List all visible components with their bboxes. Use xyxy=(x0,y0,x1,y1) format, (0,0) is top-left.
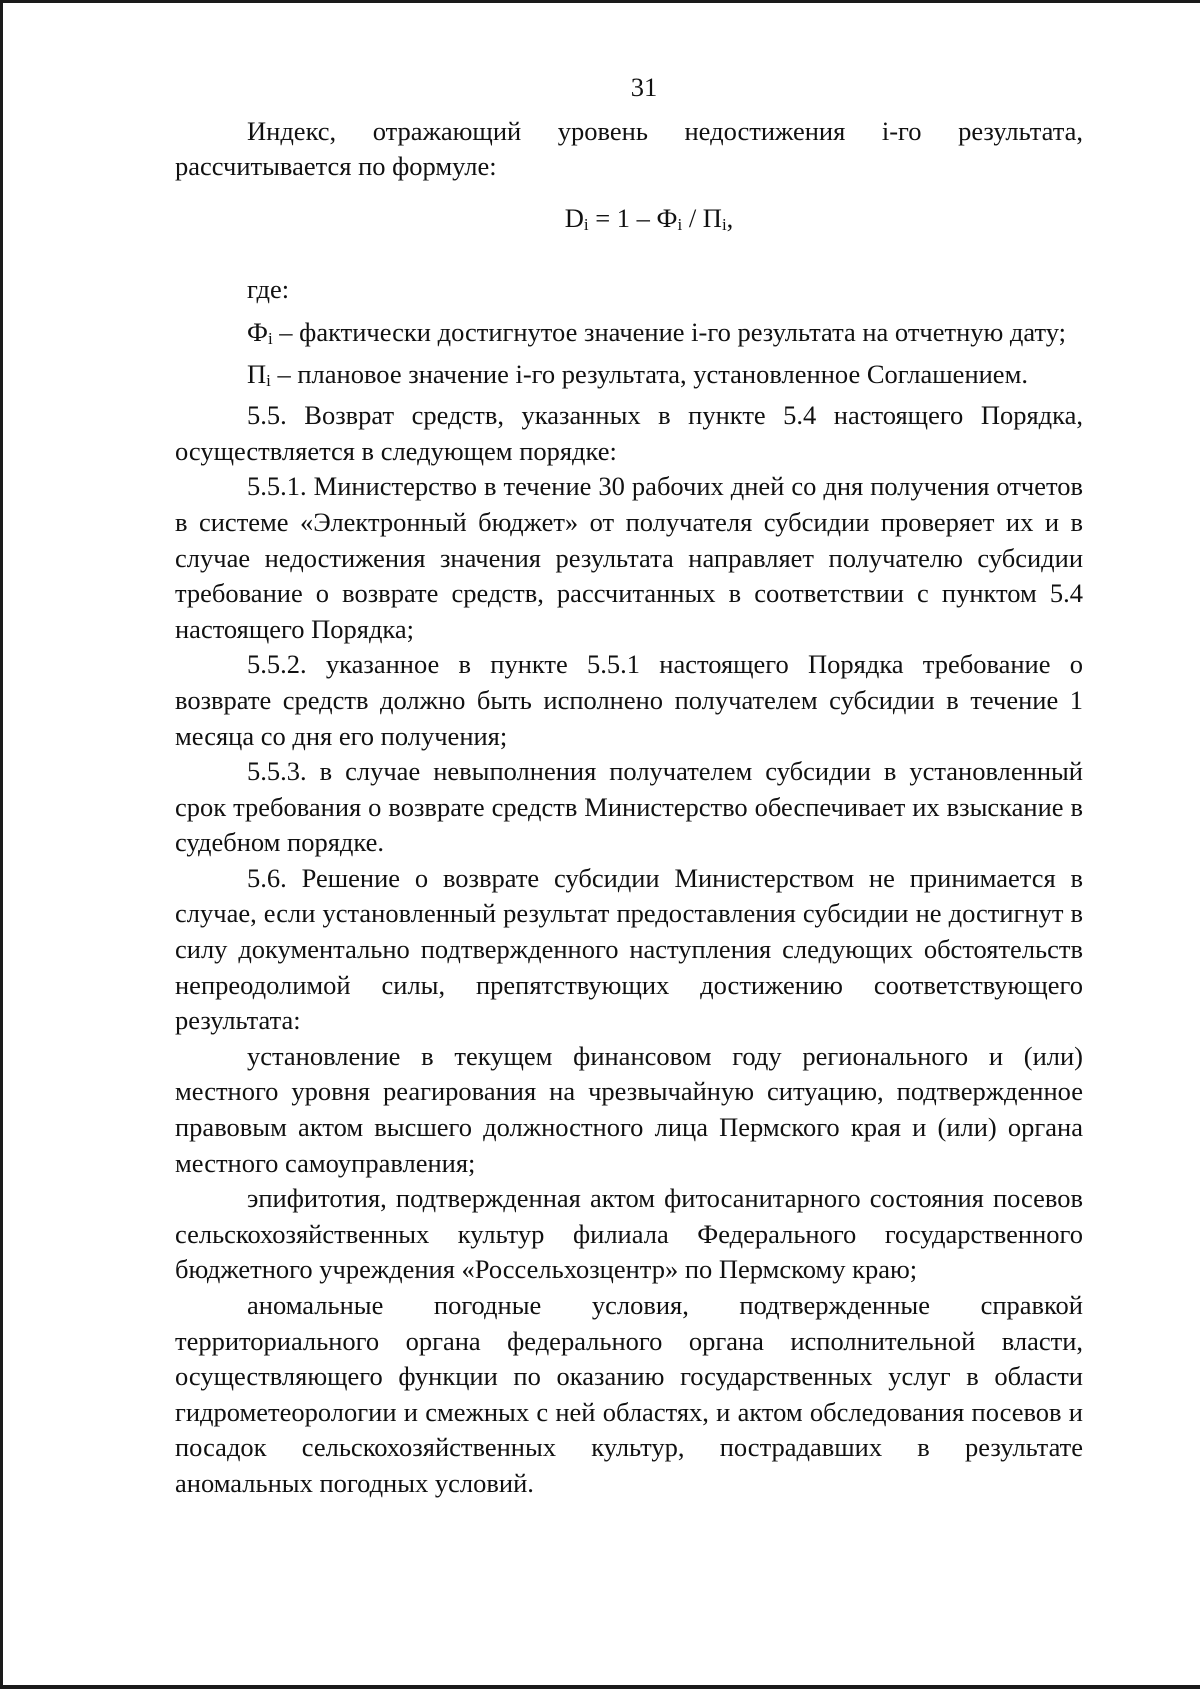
formula-sub-d: i xyxy=(583,214,589,234)
paragraph-5-5-3: 5.5.3. в случае невыполнения получателем субсидии в установленный срок требования о возврате средств Министерство обеспечивает их взыскание в судебном порядке. xyxy=(175,756,1083,858)
paragraph-circumstance-epiphytotic: эпифитотия, подтвержденная актом фитосанитарного состояния посевов сельскохозяйственных культур филиала Федерального государственного бюджетного учреждения «Россельхозцентр» по Пермскому краю; xyxy=(175,1183,1083,1285)
formula xyxy=(175,201,1083,243)
formula-d: D xyxy=(564,202,584,233)
formula-div: / П xyxy=(682,202,722,233)
scan-border-top xyxy=(0,0,1200,3)
formula-end: , xyxy=(726,202,734,233)
definition-plan xyxy=(175,357,1083,399)
formula-sub-p: i xyxy=(721,214,727,234)
paragraph-circumstance-weather: аномальные погодные условия, подтвержденные справкой территориального органа федерального органа исполнительной власти, осуществляющего функции по оказанию государственных услуг в области гидрометеорологии и смежных с ней областях, и актом обследования посевов и посадок сельскохозяйственных культур, пострадавших в результате аномальных погодных условий. xyxy=(175,1290,1083,1498)
document-body xyxy=(175,70,1083,1502)
scan-border-bottom xyxy=(0,1685,1200,1689)
paragraph-circumstance-emergency: установление в текущем финансовом году регионального и (или) местного уровня реагирования на чрезвычайную ситуацию, подтвержденное правовым актом высшего должностного лица Пермского края и (или) органа местного самоуправления; xyxy=(175,1040,1083,1178)
scan-border-left xyxy=(0,0,3,1689)
definition-fact xyxy=(175,315,1083,357)
formula-sub-f: i xyxy=(677,214,683,234)
paragraph-where: где: xyxy=(247,274,290,305)
page-number: 31 xyxy=(630,72,658,102)
paragraph-5-5-1: 5.5.1. Министерство в течение 30 рабочих дней со дня получения отчетов в системе «Электронный бюджет» от получателя субсидии проверяет их и в случае недостижения значения результата направляет получателю субсидии требование о возврате средств, рассчитанных в соответствии с пунктом 5.4 настоящего Порядка; xyxy=(175,471,1083,644)
definition-plan-symbol: П xyxy=(247,358,267,389)
paragraph-5-5-2: 5.5.2. указанное в пункте 5.5.1 настоящего Порядка требование о возврате средств должно быть исполнено получателем субсидии в течение 1 месяца со дня его получения; xyxy=(175,649,1083,751)
paragraph-5-6: 5.6. Решение о возврате субсидии Министерством не принимается в случае, если установленный результат предоставления субсидии не достигнут в силу документально подтвержденного наступления следующих обстоятельств непреодолимой силы, препятствующих достижению соответствующего результата: xyxy=(175,862,1083,1036)
definition-plan-sub: i xyxy=(266,370,271,390)
formula-eq: = 1 – Ф xyxy=(588,202,678,233)
definition-fact-symbol: Ф xyxy=(247,316,268,347)
definition-plan-text: – плановое значение i-го результата, установленное Соглашением. xyxy=(270,358,1028,389)
definition-fact-sub: i xyxy=(267,328,273,348)
paragraph-5-5: 5.5. Возврат средств, указанных в пункте 5.4 настоящего Порядка, осуществляется в следующем порядке: xyxy=(175,400,1083,466)
paragraph-intro: Индекс, отражающий уровень недостижения i-го результата, рассчитывается по формуле: xyxy=(175,115,1083,182)
definition-fact-text: – фактически достигнутое значение i-го результата на отчетную дату; xyxy=(272,316,1066,347)
